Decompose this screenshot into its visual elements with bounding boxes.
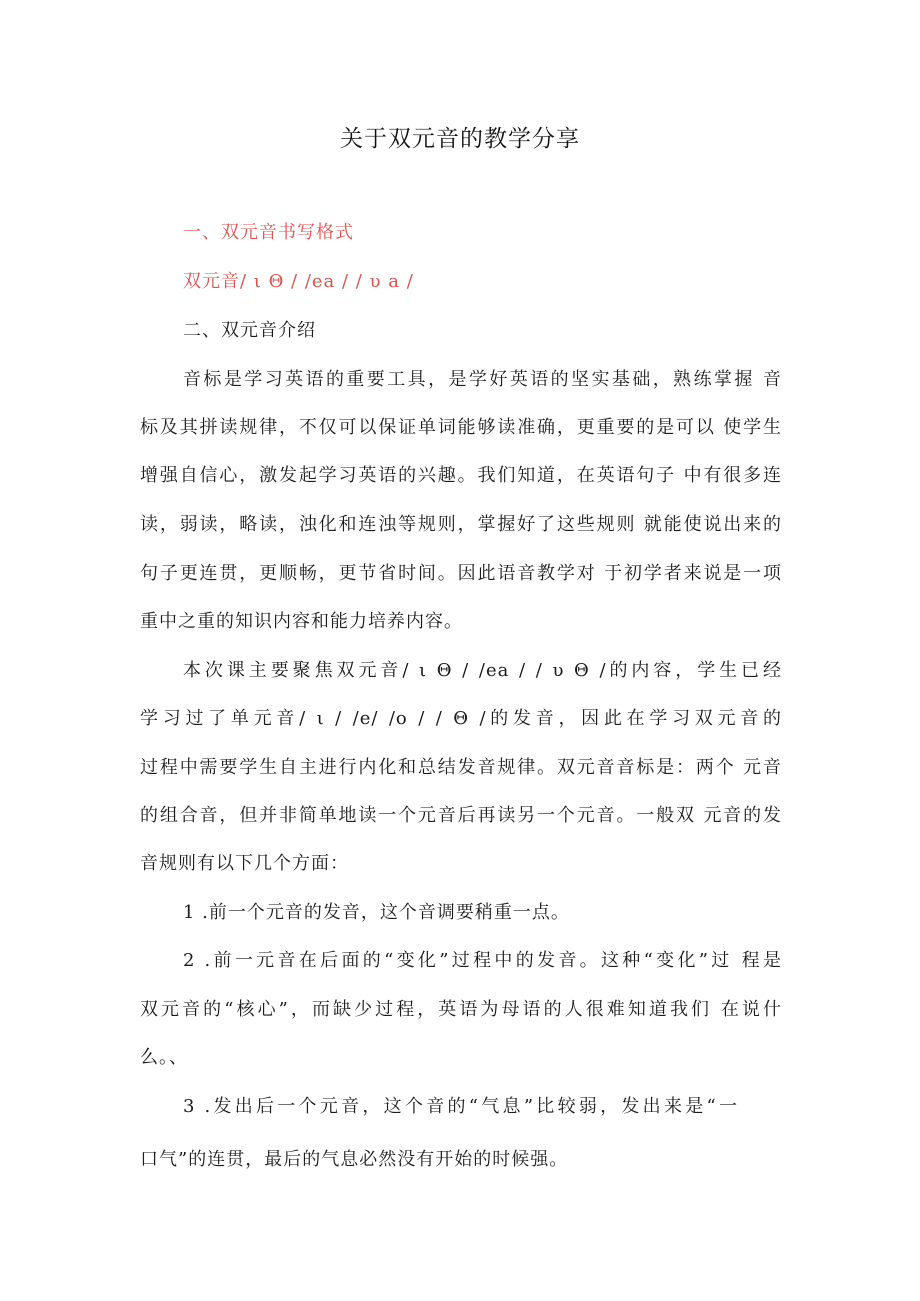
list-item-2-line: 双元音的“核心”，而缺少过程，英语为母语的人很难知道我们 在说什 — [140, 999, 782, 1020]
section1-phonetics: 双元音/ ι Θ / /ea / / υ a / — [183, 271, 414, 292]
list-item-3-line: 口气”的连贯，最后的气息必然没有开始的时候强。 — [140, 1149, 569, 1170]
paragraph2-line: 学习过了单元音/ ι / /e/ /o / / Θ /的发音，因此在学习双元音的 — [140, 708, 782, 729]
paragraph1-line: 标及其拼读规律，不仅可以保证单词能够读准确，更重要的是可以 使学生 — [140, 417, 782, 438]
paragraph1-line: 音标是学习英语的重要工具，是学好英语的坚实基础，熟练掌握 音 — [183, 369, 782, 390]
list-item-2-line: 么。、 — [140, 1047, 188, 1068]
paragraph1-line: 句子更连贯，更顺畅，更节省时间。因此语音教学对 于初学者来说是一项 — [140, 563, 782, 584]
paragraph1-line: 增强自信心，激发起学习英语的兴趣。我们知道，在英语句子 中有很多连 — [140, 465, 782, 486]
paragraph1-line: 重中之重的知识内容和能力培养内容。 — [140, 611, 463, 632]
list-item-2-line: 2 .前一元音在后面的“变化”过程中的发音。这种“变化”过 程是 — [183, 950, 782, 971]
paragraph2-line: 音规则有以下几个方面： — [140, 853, 349, 874]
section1-heading: 一、双元音书写格式 — [183, 222, 354, 243]
document-title: 关于双元音的教学分享 — [340, 126, 580, 152]
list-item-1: 1 .前一个元音的发音，这个音调要稍重一点。 — [183, 902, 570, 923]
section2-heading: 二、双元音介绍 — [183, 320, 316, 341]
paragraph2-line: 本次课主要聚焦双元音/ ι Θ / /ea / / υ Θ /的内容，学生已经 — [183, 660, 782, 681]
paragraph1-line: 读，弱读，略读，浊化和连浊等规则，掌握好了这些规则 就能使说出来的 — [140, 514, 782, 535]
paragraph2-line: 的组合音，但并非简单地读一个元音后再读另一个元音。一般双 元音的发 — [140, 805, 782, 826]
paragraph2-line: 过程中需要学生自主进行内化和总结发音规律。双元音音标是：两个 元音 — [140, 757, 782, 778]
list-item-3-line: 3 .发出后一个元音，这个音的“气息”比较弱，发出来是“一 — [183, 1096, 738, 1117]
